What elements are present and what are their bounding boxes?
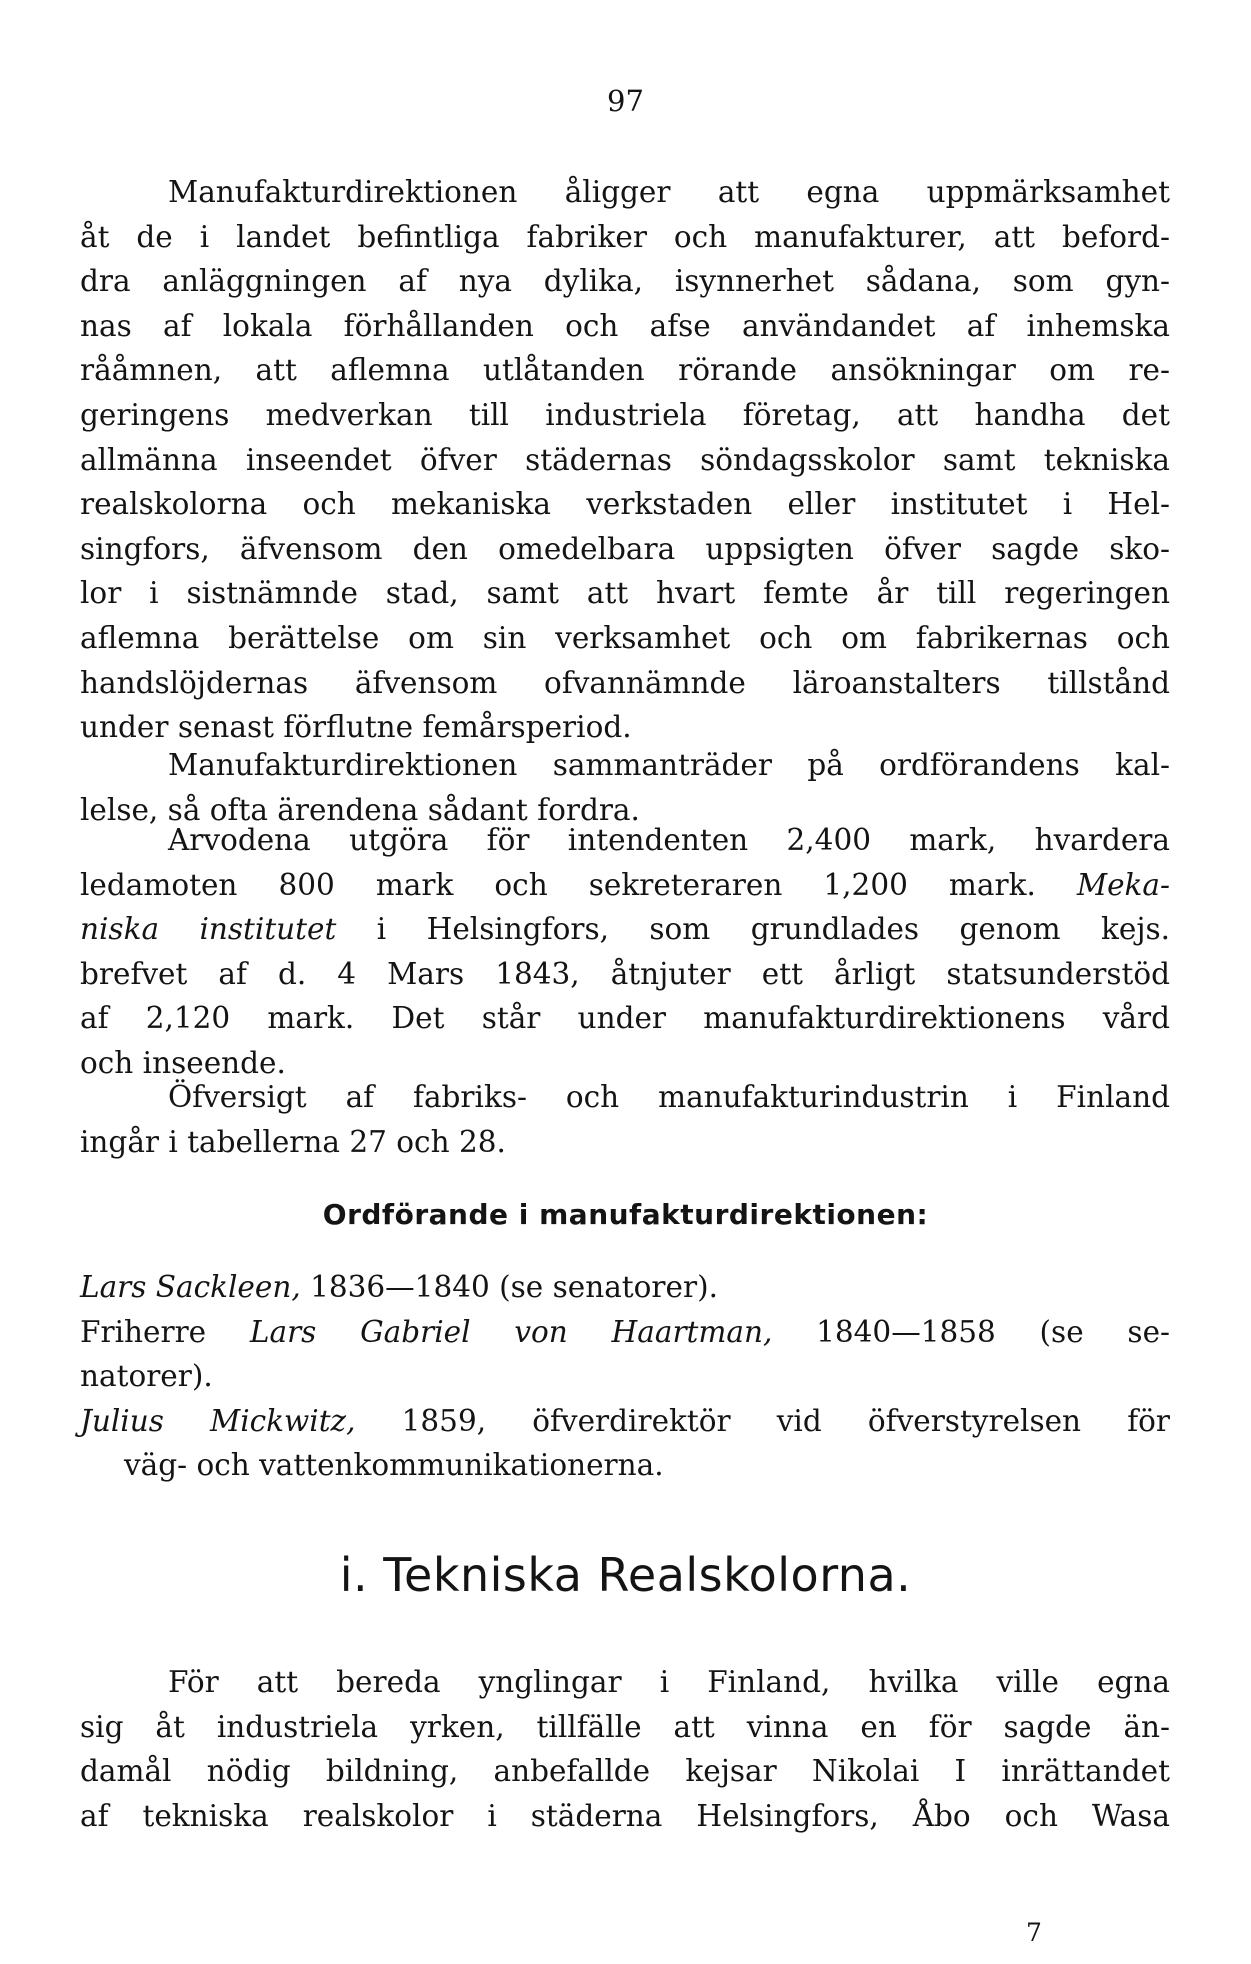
chairman-entry — [80, 1399, 1170, 1444]
text-line: brefvet af d. 4 Mars 1843, åtnjuter ett årligt statsunderstöd — [80, 956, 1170, 991]
chairmen-subheading: Ordförande i manufakturdirektionen: — [322, 1198, 929, 1231]
text-line: geringens medverkan till industriela företag, att handha det — [80, 397, 1170, 432]
paragraph-overview — [80, 1075, 1170, 1164]
text-line: under senast förflutne femårsperiod. — [80, 710, 632, 745]
text-line: nas af lokala förhållanden och afse användandet af inhemska — [80, 308, 1170, 343]
text-line: lor i sistnämnde stad, samt att hvart femte år till regeringen — [80, 576, 1170, 611]
paragraph-fees — [80, 818, 1170, 1086]
paragraph-manufakturdirektionen-duties — [80, 170, 1170, 750]
text-line — [80, 907, 1170, 952]
text-line: dra anläggningen af nya dylika, isynnerhet sådana, som gyn- — [80, 264, 1170, 299]
text-line: ingår i tabellerna 27 och 28. — [80, 1124, 506, 1159]
italic-term: Meka- — [1076, 867, 1170, 902]
text-line: lelse, så ofta ärendena sådant fordra. — [80, 792, 640, 827]
text-line: Manufakturdirektionen sammanträder på ordförandens kal- — [168, 748, 1170, 782]
person-name: Lars Gabriel von Haartman, — [249, 1314, 773, 1349]
text-line: singfors, äfvensom den omedelbara uppsigten öfver sagde sko- — [80, 531, 1170, 566]
chairman-entry — [80, 1310, 1170, 1355]
chairman-entry — [80, 1265, 1170, 1310]
text-fragment: 1836—1840 (se senatorer). — [300, 1270, 718, 1304]
text-line: natorer). — [80, 1359, 213, 1394]
title-prefix: Friherre — [80, 1314, 250, 1349]
section-title: i. Tekniska Realskolorna. — [339, 1548, 912, 1602]
text-line: allmänna inseendet öfver städernas söndagsskolor samt tekniska — [80, 442, 1170, 477]
text-line: realskolorna och mekaniska verkstaden eller institutet i Hel- — [80, 487, 1170, 522]
text-line — [80, 863, 1170, 908]
text-line: åt de i landet befintliga fabriker och manufakturer, att beford- — [80, 219, 1170, 254]
text-line: damål nödig bildning, anbefallde kejsar Nikolai I inrättandet — [80, 1754, 1170, 1789]
text-line: För att bereda ynglingar i Finland, hvilka ville egna — [168, 1665, 1170, 1699]
text-line: af 2,120 mark. Det står under manufakturdirektionens vård — [80, 1001, 1170, 1036]
person-name: Lars Sackleen, — [80, 1270, 301, 1304]
italic-term: niska institutet — [80, 912, 337, 947]
text-line: väg- och vattenkommunikationerna. — [124, 1448, 664, 1483]
text-line: Arvodena utgöra för intendenten 2,400 mark, hvardera — [168, 823, 1170, 857]
text-fragment: ledamoten 800 mark och sekreteraren 1,200 mark. — [80, 867, 1077, 902]
text-line: sig åt industriela yrken, tillfälle att vinna en för sagde än- — [80, 1709, 1170, 1744]
text-line: Öfversigt af fabriks- och manufakturindustrin i Finland — [168, 1080, 1170, 1114]
text-line: Manufakturdirektionen åligger att egna uppmärksamhet — [168, 175, 1170, 209]
text-line: och inseende. — [80, 1045, 286, 1080]
signature-mark: 7 — [1026, 1918, 1042, 1947]
text-line: handslöjdernas äfvensom ofvannämnde läroanstalters tillstånd — [80, 665, 1170, 700]
text-fragment: 1859, öfverdirektör vid öfverstyrelsen för — [355, 1403, 1170, 1438]
text-line: rååmnen, att aflemna utlåtanden rörande ansökningar om re- — [80, 353, 1170, 388]
chairmen-list — [80, 1265, 1170, 1488]
paragraph-tekniska-realskolor — [80, 1660, 1170, 1838]
text-line: af tekniska realskolor i städerna Helsingfors, Åbo och Wasa — [80, 1798, 1170, 1833]
text-fragment: 1840—1858 (se se- — [772, 1314, 1170, 1349]
page-number: 97 — [607, 84, 644, 118]
text-fragment: i Helsingfors, som grundlades genom kejs. — [336, 912, 1170, 947]
text-line: aflemna berättelse om sin verksamhet och om fabrikernas och — [80, 620, 1170, 655]
person-name: Julius Mickwitz, — [80, 1403, 356, 1438]
